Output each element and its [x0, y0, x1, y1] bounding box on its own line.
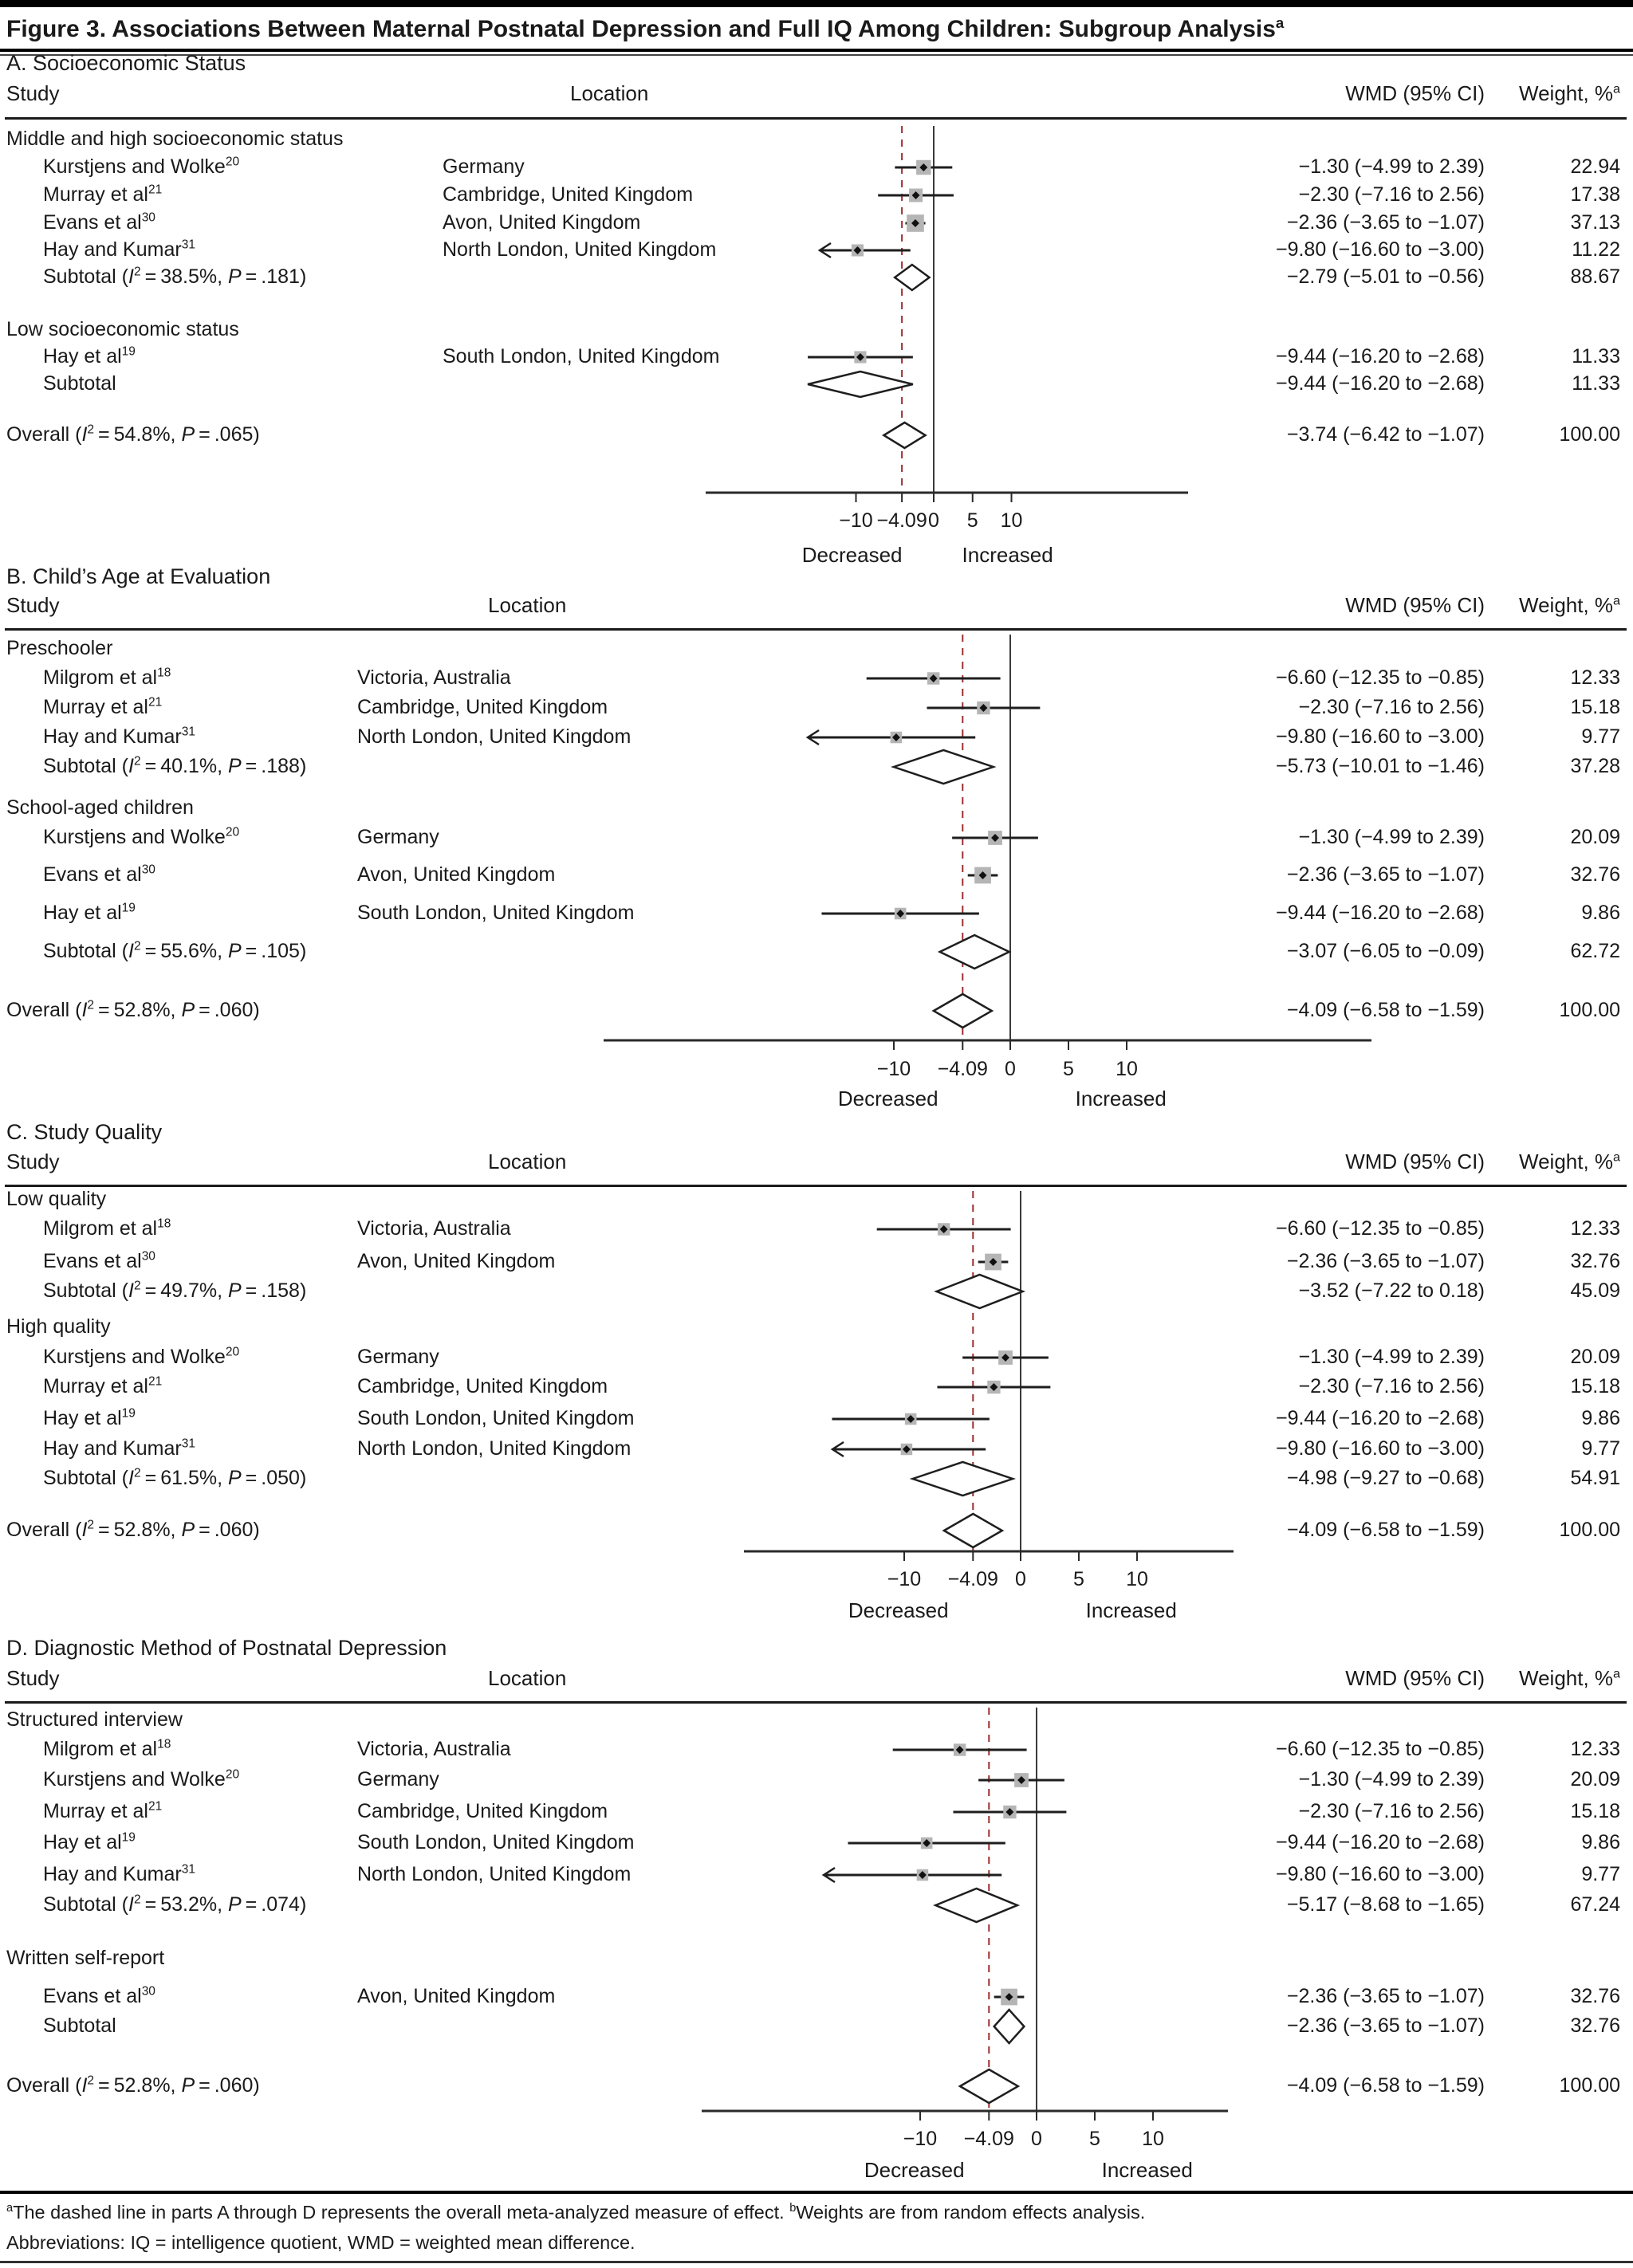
svg-text:Increased: Increased [1075, 1087, 1167, 1110]
study-label: Murray et $al^{21}$ [43, 695, 163, 718]
study-label: Milgrom et $al^{18}$ [43, 1217, 171, 1240]
study-label: Hay and Kumar$^{31}$ [43, 1437, 195, 1460]
wmd-value: −9.44 (−16.20 to −2.68) [1275, 345, 1485, 368]
weight-value: 88.67 [1570, 265, 1620, 288]
group-label: Low socioeconomic status [6, 318, 239, 340]
subtotal-label: Subtotal [43, 372, 116, 395]
weight-value: 17.38 [1570, 183, 1620, 206]
study-location: North London, United Kingdom [443, 238, 717, 261]
header-rule [5, 628, 1627, 631]
svg-text:5: 5 [1063, 1058, 1074, 1080]
study-label: Hay et $al^{19}$ [43, 1406, 136, 1429]
footnote-1b-text: Weights are from random effects analysis. [796, 2202, 1146, 2223]
svg-text:−4.09: −4.09 [963, 2128, 1014, 2150]
group-label: Preschooler [6, 637, 113, 659]
svg-text:5: 5 [966, 509, 978, 532]
subtotal-label: Subtotal [43, 2014, 116, 2037]
group-label: Structured interview [6, 1708, 183, 1731]
wmd-value: −4.09 (−6.58 to −1.59) [1286, 1519, 1485, 1541]
weight-value: 100.00 [1559, 1519, 1620, 1541]
wmd-value: −2.36 (−3.65 to −1.07) [1286, 1250, 1485, 1272]
col-header-location: Location [488, 1666, 567, 1690]
weight-value: 9.77 [1581, 1863, 1620, 1885]
figure-title-text: Figure 3. Associations Between Maternal Postnatal Depression and Full IQ Among Children: Subgroup Analysis [6, 16, 1276, 42]
col-header-location: Location [488, 1150, 567, 1173]
study-label: Hay et $al^{19}$ [43, 344, 136, 368]
study-location: South London, United Kingdom [357, 902, 635, 924]
wmd-value: −6.60 (−12.35 to −0.85) [1275, 666, 1485, 689]
subtotal-label: Subtotal ($I^2 = 55.6\%$, P = .105) [43, 939, 307, 962]
weight-value: 100.00 [1559, 2074, 1620, 2097]
svg-text:Increased: Increased [1085, 1598, 1177, 1622]
study-label: Evans et $al^{30}$ [43, 863, 155, 886]
wmd-value: −1.30 (−4.99 to 2.39) [1298, 826, 1485, 848]
group-label: High quality [6, 1315, 111, 1338]
study-label: Murray et $al^{21}$ [43, 1799, 163, 1822]
study-location: South London, United Kingdom [443, 345, 720, 368]
weight-value: 15.18 [1570, 696, 1620, 718]
group-label: Low quality [6, 1188, 107, 1210]
col-header-study: Study [6, 593, 60, 617]
study-location: Germany [357, 826, 439, 848]
col-header-location: Location [488, 593, 567, 617]
svg-text:−10: −10 [839, 509, 873, 532]
weight-value: 12.33 [1570, 666, 1620, 689]
footnote-1a-text: The dashed line in parts A through D represents the overall meta-analyzed measure of effect. [13, 2202, 790, 2223]
weight-value: 22.94 [1570, 155, 1620, 178]
svg-text:0: 0 [1031, 2128, 1042, 2150]
study-label: Evans et $al^{30}$ [43, 210, 155, 234]
weight-value: 37.13 [1570, 211, 1620, 234]
footnote-abbreviations: Abbreviations: IQ = intelligence quotient, WMD = weighted mean difference. [6, 2232, 635, 2253]
study-location: Victoria, Australia [357, 1738, 511, 1760]
svg-text:10: 10 [1142, 2128, 1164, 2150]
study-location: North London, United Kingdom [357, 725, 632, 748]
footnote-marker-b: b [789, 2202, 797, 2215]
study-location: North London, United Kingdom [357, 1863, 632, 1885]
wmd-value: −4.09 (−6.58 to −1.59) [1286, 999, 1485, 1021]
weight-value: 9.77 [1581, 1437, 1620, 1460]
study-label: Kurstjens and Wolke$^{20}$ [43, 825, 240, 848]
study-location: Cambridge, United Kingdom [443, 183, 694, 206]
weight-value: 32.76 [1570, 1250, 1620, 1272]
weight-value: 9.86 [1581, 1831, 1620, 1853]
study-label: Milgrom et $al^{18}$ [43, 1737, 171, 1760]
study-location: Cambridge, United Kingdom [357, 1800, 608, 1822]
weight-value: 32.76 [1570, 863, 1620, 886]
wmd-value: −9.44 (−16.20 to −2.68) [1275, 1831, 1485, 1853]
study-location: Victoria, Australia [357, 1217, 511, 1240]
svg-text:−10: −10 [903, 2128, 938, 2150]
weight-value: 9.86 [1581, 1407, 1620, 1429]
wmd-value: −3.07 (−6.05 to −0.09) [1286, 940, 1485, 962]
wmd-value: −9.44 (−16.20 to −2.68) [1275, 902, 1485, 924]
footnote-marker-a: a [6, 2202, 14, 2215]
wmd-value: −9.44 (−16.20 to −2.68) [1275, 1407, 1485, 1429]
svg-text:5: 5 [1089, 2128, 1100, 2150]
svg-text:Increased: Increased [1101, 2158, 1193, 2182]
subtotal-label: Subtotal ($I^2 = 38.5\%$, P = .181) [43, 265, 307, 288]
col-header-wmd: WMD (95% CI) [1345, 1666, 1485, 1690]
wmd-value: −2.30 (−7.16 to 2.56) [1298, 183, 1485, 206]
weight-value: 9.86 [1581, 902, 1620, 924]
study-location: Cambridge, United Kingdom [357, 1375, 608, 1397]
svg-text:0: 0 [1015, 1568, 1026, 1590]
weight-value: 11.33 [1572, 372, 1620, 395]
col-header-wmd: WMD (95% CI) [1345, 81, 1485, 105]
study-label: Murray et $al^{21}$ [43, 1374, 163, 1397]
weight-value: 100.00 [1559, 999, 1620, 1021]
study-location: Avon, United Kingdom [443, 211, 641, 234]
svg-text:10: 10 [1000, 509, 1023, 532]
overall-label: Overall ($I^2 = 52.8\%$, P = .060) [6, 1518, 260, 1541]
svg-text:−10: −10 [887, 1568, 922, 1590]
wmd-value: −3.74 (−6.42 to −1.07) [1286, 423, 1485, 446]
study-location: South London, United Kingdom [357, 1831, 635, 1853]
wmd-value: −2.30 (−7.16 to 2.56) [1298, 1800, 1485, 1822]
weight-value: 15.18 [1570, 1800, 1620, 1822]
figure-title-footnote-marker: a [1275, 14, 1285, 31]
weight-value: 20.09 [1570, 1768, 1620, 1790]
weight-value: 32.76 [1570, 1985, 1620, 2007]
panel-title: D. Diagnostic Method of Postnatal Depression [6, 1636, 447, 1660]
svg-text:Decreased: Decreased [801, 543, 903, 567]
weight-value: 20.09 [1570, 1346, 1620, 1368]
study-label: Hay et $al^{19}$ [43, 1830, 136, 1853]
wmd-value: −2.36 (−3.65 to −1.07) [1286, 211, 1485, 234]
study-label: Hay and Kumar$^{31}$ [43, 238, 195, 261]
wmd-value: −2.36 (−3.65 to −1.07) [1286, 2014, 1485, 2037]
col-header-weight: Weight, %$^a$ [1519, 1666, 1620, 1690]
subtotal-label: Subtotal ($I^2 = 61.5\%$, P = .050) [43, 1466, 307, 1489]
weight-value: 54.91 [1570, 1467, 1620, 1489]
header-rule [5, 117, 1627, 120]
study-label: Kurstjens and Wolke$^{20}$ [43, 1767, 240, 1790]
weight-value: 37.28 [1570, 755, 1620, 777]
svg-text:5: 5 [1073, 1568, 1084, 1590]
col-header-wmd: WMD (95% CI) [1345, 1150, 1485, 1173]
wmd-value: −9.80 (−16.60 to −3.00) [1275, 725, 1485, 748]
col-header-location: Location [570, 81, 649, 105]
overall-label: Overall ($I^2 = 52.8\%$, P = .060) [6, 2073, 260, 2097]
study-label: Evans et $al^{30}$ [43, 1249, 155, 1272]
svg-text:Increased: Increased [962, 543, 1053, 567]
wmd-value: −5.73 (−10.01 to −1.46) [1275, 755, 1485, 777]
overall-label: Overall ($I^2 = 54.8\%$, P = .065) [6, 423, 260, 446]
study-location: Cambridge, United Kingdom [357, 696, 608, 718]
svg-text:Decreased: Decreased [837, 1087, 938, 1110]
subtotal-label: Subtotal ($I^2 = 53.2\%$, P = .074) [43, 1893, 307, 1916]
wmd-value: −6.60 (−12.35 to −0.85) [1275, 1738, 1485, 1760]
svg-text:10: 10 [1116, 1058, 1138, 1080]
wmd-value: −2.79 (−5.01 to −0.56) [1286, 265, 1485, 288]
overall-label: Overall ($I^2 = 52.8\%$, P = .060) [6, 998, 260, 1021]
weight-value: 100.00 [1559, 423, 1620, 446]
svg-text:Decreased: Decreased [864, 2158, 965, 2182]
wmd-value: −9.80 (−16.60 to −3.00) [1275, 1437, 1485, 1460]
wmd-value: −9.44 (−16.20 to −2.68) [1275, 372, 1485, 395]
wmd-value: −4.09 (−6.58 to −1.59) [1286, 2074, 1485, 2097]
study-label: Kurstjens and Wolke$^{20}$ [43, 155, 240, 178]
col-header-weight: Weight, %$^a$ [1519, 593, 1620, 617]
study-label: Evans et $al^{30}$ [43, 1984, 155, 2007]
panel-title: B. Child’s Age at Evaluation [6, 564, 271, 588]
col-header-study: Study [6, 1150, 60, 1173]
study-location: North London, United Kingdom [357, 1437, 632, 1460]
subtotal-label: Subtotal ($I^2 = 40.1\%$, P = .188) [43, 754, 307, 777]
weight-value: 9.77 [1581, 725, 1620, 748]
study-location: Germany [357, 1346, 439, 1368]
group-label: School-aged children [6, 796, 194, 819]
wmd-value: −1.30 (−4.99 to 2.39) [1298, 1768, 1485, 1790]
wmd-value: −2.36 (−3.65 to −1.07) [1286, 863, 1485, 886]
svg-text:Decreased: Decreased [848, 1598, 949, 1622]
wmd-value: −2.36 (−3.65 to −1.07) [1286, 1985, 1485, 2007]
weight-value: 62.72 [1570, 940, 1620, 962]
study-location: Germany [443, 155, 525, 178]
study-label: Murray et $al^{21}$ [43, 183, 163, 206]
weight-value: 45.09 [1570, 1279, 1620, 1302]
study-location: Victoria, Australia [357, 666, 511, 689]
weight-value: 11.22 [1572, 238, 1620, 261]
svg-text:0: 0 [928, 509, 939, 532]
svg-text:−4.09: −4.09 [947, 1568, 998, 1590]
wmd-value: −9.80 (−16.60 to −3.00) [1275, 1863, 1485, 1885]
wmd-value: −5.17 (−8.68 to −1.65) [1286, 1893, 1485, 1916]
wmd-value: −6.60 (−12.35 to −0.85) [1275, 1217, 1485, 1240]
svg-text:−4.09: −4.09 [937, 1058, 988, 1080]
study-label: Milgrom et $al^{18}$ [43, 666, 171, 689]
wmd-value: −9.80 (−16.60 to −3.00) [1275, 238, 1485, 261]
wmd-value: −1.30 (−4.99 to 2.39) [1298, 155, 1485, 178]
group-label: Middle and high socioeconomic status [6, 128, 344, 150]
col-header-wmd: WMD (95% CI) [1345, 593, 1485, 617]
wmd-value: −2.30 (−7.16 to 2.56) [1298, 696, 1485, 718]
weight-value: 32.76 [1570, 2014, 1620, 2037]
wmd-value: −1.30 (−4.99 to 2.39) [1298, 1346, 1485, 1368]
study-location: Avon, United Kingdom [357, 1250, 556, 1272]
study-label: Kurstjens and Wolke$^{20}$ [43, 1345, 240, 1368]
col-header-weight: Weight, %$^a$ [1519, 81, 1620, 105]
col-header-study: Study [6, 81, 60, 105]
weight-value: 67.24 [1570, 1893, 1620, 1916]
subtotal-label: Subtotal ($I^2 = 49.7\%$, P = .158) [43, 1279, 307, 1302]
study-location: Avon, United Kingdom [357, 863, 556, 886]
weight-value: 12.33 [1570, 1217, 1620, 1240]
weight-value: 11.33 [1572, 345, 1620, 368]
study-location: South London, United Kingdom [357, 1407, 635, 1429]
study-location: Avon, United Kingdom [357, 1985, 556, 2007]
wmd-value: −2.30 (−7.16 to 2.56) [1298, 1375, 1485, 1397]
weight-value: 20.09 [1570, 826, 1620, 848]
svg-text:10: 10 [1126, 1568, 1148, 1590]
panel-title: A. Socioeconomic Status [6, 51, 246, 75]
header-rule [5, 1701, 1627, 1704]
col-header-study: Study [6, 1666, 60, 1690]
study-label: Hay and Kumar$^{31}$ [43, 725, 195, 748]
weight-value: 15.18 [1570, 1375, 1620, 1397]
study-location: Germany [357, 1768, 439, 1790]
study-label: Hay et $al^{19}$ [43, 901, 136, 924]
svg-text:−10: −10 [876, 1058, 911, 1080]
panel-title: C. Study Quality [6, 1120, 163, 1144]
group-label: Written self-report [6, 1947, 165, 1969]
svg-text:0: 0 [1005, 1058, 1016, 1080]
col-header-weight: Weight, %$^a$ [1519, 1150, 1620, 1173]
study-label: Hay and Kumar$^{31}$ [43, 1862, 195, 1885]
weight-value: 12.33 [1570, 1738, 1620, 1760]
svg-text:−4.09: −4.09 [876, 509, 927, 532]
header-rule [5, 1185, 1627, 1187]
wmd-value: −4.98 (−9.27 to −0.68) [1286, 1467, 1485, 1489]
wmd-value: −3.52 (−7.22 to 0.18) [1298, 1279, 1485, 1302]
